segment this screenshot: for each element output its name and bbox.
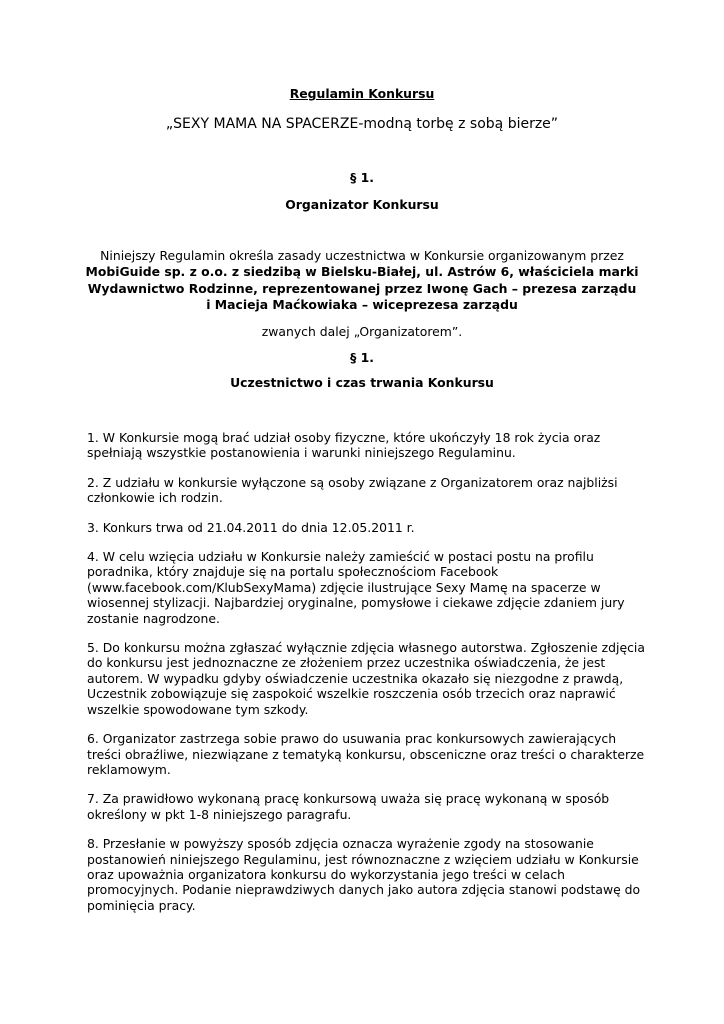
intro-line: Niniejszy Regulamin określa zasady uczestnictwa w Konkursie organizowanym przez — [100, 248, 624, 263]
rule-line: do konkursu jest jednoznaczne ze złożeniem przez uczestnika oświadczenia, że jest — [87, 655, 606, 671]
rule-line: 8. Przesłanie w powyższy sposób zdjęcia oznacza wyrażenie zgody na stosowanie — [87, 836, 594, 852]
rule-line: poradnika, który znajduje się na portalu społecznościom Facebook — [87, 564, 499, 580]
rule-line: promocyjnych. Podanie nieprawdziwych danych jako autora zdjęcia stanowi podstawę do — [87, 882, 641, 898]
rule-item — [87, 791, 647, 822]
organizer-paragraph — [0, 248, 724, 313]
document-title: Regulamin Konkursu — [289, 86, 435, 101]
rule-line: spełniają wszystkie postanowienia i warunki niniejszego Regulaminu. — [87, 445, 516, 461]
contest-name: „SEXY MAMA NA SPACERZE-modną torbę z sobą bierze” — [165, 116, 559, 132]
rule-line: pominięcia pracy. — [87, 897, 196, 913]
rule-item — [87, 731, 647, 777]
rule-item — [87, 430, 647, 461]
rule-line: 7. Za prawidłowo wykonaną pracę konkursową uważa się pracę wykonaną w sposób — [87, 791, 610, 807]
rule-line: wiosennej stylizacji. Najbardziej oryginalne, pomysłowe i ciekawe zdjęcie zdaniem jury — [87, 595, 625, 611]
rule-item — [87, 549, 647, 626]
rule-line: reklamowym. — [87, 761, 171, 777]
rule-line: określony w pkt 1-8 niniejszego paragrafu. — [87, 806, 352, 822]
rule-line: autorem. W wypadku gdyby oświadczenie uczestnika okazało się niezgodne z prawdą, — [87, 670, 624, 686]
rule-item — [87, 475, 647, 506]
rule-line: postanowień niniejszego Regulaminu, jest równoznaczne z wzięciem udziału w Konkursie — [87, 851, 639, 867]
rule-line: 4. W celu wzięcia udziału w Konkursie należy zamieścić w postaci postu na profilu — [87, 549, 594, 565]
rule-line: członkowie ich rodzin. — [87, 490, 223, 506]
rule-item — [87, 640, 647, 717]
rule-line: 2. Z udziału w konkursie wyłączone są osoby związane z Organizatorem oraz najbliżsi — [87, 474, 618, 490]
rule-line: 5. Do konkursu można zgłaszać wyłącznie zdjęcia własnego autorstwa. Zgłoszenie zdjęcia — [87, 640, 645, 656]
intro-bold-line-3: i Macieja Maćkowiaka – wiceprezesa zarządu — [206, 296, 518, 312]
rule-line: Uczestnik zobowiązuje się zaspokoić wszelkie roszczenia osób trzecich oraz naprawić — [87, 686, 616, 702]
rule-line: 3. Konkurs trwa od 21.04.2011 do dnia 12.05.2011 r. — [87, 519, 415, 535]
rule-line: wszelkie spowodowane tym szkody. — [87, 701, 309, 717]
rule-line: oraz upoważnia organizatora konkursu do wykorzystania jego treści w celach — [87, 866, 566, 882]
section-2-heading: Uczestnictwo i czas trwania Konkursu — [230, 375, 494, 390]
rule-line: treści obraźliwe, niezwiązane z tematyką konkursu, obsceniczne oraz treści o charakterze — [87, 746, 645, 762]
section-1-heading: Organizator Konkursu — [285, 197, 439, 212]
organizer-alias: zwanych dalej „Organizatorem”. — [261, 324, 463, 339]
rule-item — [87, 836, 647, 913]
rule-line: 6. Organizator zastrzega sobie prawo do usuwania prac konkursowych zawierających — [87, 731, 617, 747]
rule-item — [87, 520, 647, 535]
section-1-mark: § 1. — [350, 170, 374, 185]
intro-bold-line-2: Wydawnictwo Rodzinne, reprezentowanej przez Iwonę Gach – prezesa zarządu — [87, 280, 637, 296]
rule-line: (www.facebook.com/KlubSexyMama) zdjęcie ilustrujące Sexy Mamę na spacerze w — [87, 579, 601, 595]
section-2-mark: § 1. — [350, 350, 374, 365]
rule-line: zostanie nagrodzone. — [87, 610, 220, 626]
rules-list — [87, 430, 647, 927]
rule-line: 1. W Konkursie mogą brać udział osoby fizyczne, które ukończyły 18 rok życia oraz — [87, 430, 601, 445]
intro-bold-line-1: MobiGuide sp. z o.o. z siedzibą w Bielsku-Białej, ul. Astrów 6, właściciela marki — [85, 264, 639, 280]
